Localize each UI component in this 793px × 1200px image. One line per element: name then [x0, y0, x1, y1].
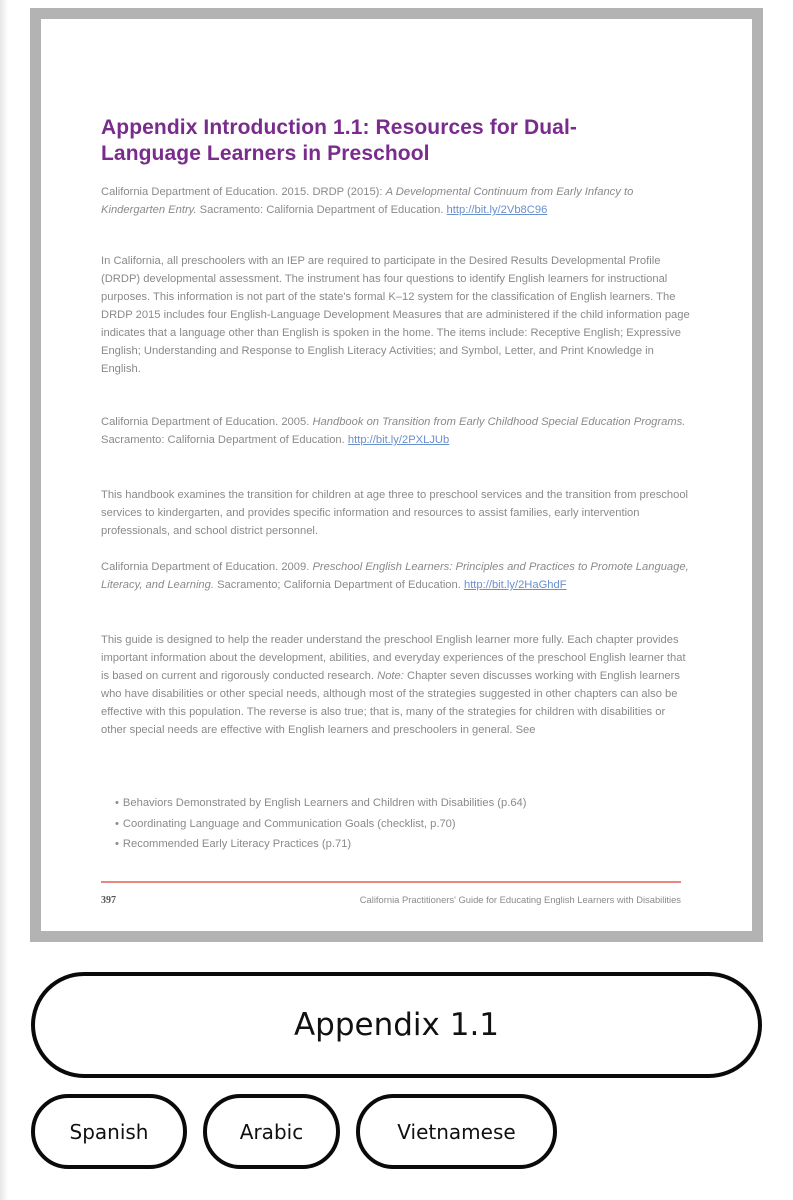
- citation-text: California Department of Education. 2005.: [101, 416, 313, 428]
- footer-divider: [101, 881, 681, 883]
- spanish-button[interactable]: Spanish: [31, 1094, 187, 1169]
- citation-drdp: [101, 183, 691, 219]
- resource-bullet-list: [115, 793, 527, 855]
- bullet-item: • Coordinating Language and Communication Goals (checklist, p.70): [115, 814, 527, 835]
- citation-italic-title: Preschool English Learners: Principles and Practices to Promote Language, Literacy, and Learning.: [101, 561, 689, 591]
- vietnamese-button[interactable]: Vietnamese: [356, 1094, 557, 1169]
- bullet-item: • Behaviors Demonstrated by English Learners and Children with Disabilities (p.64): [115, 793, 527, 814]
- citation-text: California Department of Education. 2015. DRDP (2015):: [101, 186, 386, 198]
- paragraph-guide-description: [101, 631, 691, 739]
- citation-italic-title: Handbook on Transition from Early Childhood Special Education Programs.: [312, 416, 686, 428]
- document-title: Appendix Introduction 1.1: Resources for Dual-Language Learners in Preschool: [101, 116, 577, 165]
- appendix-button[interactable]: Appendix 1.1: [31, 972, 762, 1078]
- citation-text: Sacramento; California Department of Education.: [213, 579, 464, 591]
- footer-guide-title: California Practitioners' Guide for Educating English Learners with Disabilities: [359, 894, 681, 905]
- paragraph-drdp-description: In California, all preschoolers with an IEP are required to participate in the Desired Results Developmental Profile (DRDP) developmental assessment. The instrument has four questions to identify English learners for instructional purposes. This information is not part of the state's formal K–12 system for the classification of English learners. The DRDP 2015 includes four English-Language Development Measures that are administered if the child information page indicates that a language other than English is spoken in the home. The items include: Receptive English; Expressive English; Understanding and Response to English Literacy Activities; and Symbol, Letter, and Print Knowledge in English.: [101, 255, 690, 375]
- citation-text: Sacramento: California Department of Education.: [196, 204, 447, 216]
- citation-italic-title: A Developmental Continuum from Early Infancy to Kindergarten Entry.: [101, 186, 634, 216]
- document-preview[interactable]: [30, 8, 763, 942]
- citation-text: Sacramento: California Department of Education.: [101, 434, 348, 446]
- citation-link[interactable]: http://bit.ly/2HaGhdF: [463, 579, 567, 591]
- paragraph-text: This guide is designed to help the reader understand the preschool English learner more fully. Each chapter provides important information about the development, abilities, and everyday experiences of the preschool English learner that is based on current and rigorously conducted research.: [101, 634, 686, 682]
- arabic-button[interactable]: Arabic: [203, 1094, 340, 1169]
- footer-page-number: 397: [101, 895, 116, 906]
- paragraph-text: Chapter seven discusses working with English learners who have disabilities or other special needs, although most of the strategies suggested in other chapters can also be effective with this population. The reverse is also true; that is, many of the strategies for children with disabilities or other special needs are effective with English learners and preschoolers in general. See: [101, 670, 680, 736]
- citation-link[interactable]: http://bit.ly/2PXLJUb: [347, 434, 450, 446]
- citation-transition-handbook: [101, 413, 691, 449]
- citation-text: California Department of Education. 2009.: [101, 561, 313, 573]
- citation-link[interactable]: http://bit.ly/2Vb8C96: [446, 204, 548, 216]
- bullet-item: • Recommended Early Literacy Practices (p.71): [115, 834, 527, 855]
- paragraph-handbook-description: This handbook examines the transition for children at age three to preschool services and the transition from preschool services to kindergarten, and provides specific information and resources to assist families, early intervention professionals, and school district personnel.: [101, 489, 689, 537]
- note-label: Note:: [377, 670, 404, 682]
- page-left-edge: [0, 0, 8, 1200]
- citation-preschool-english-learners: [101, 558, 691, 594]
